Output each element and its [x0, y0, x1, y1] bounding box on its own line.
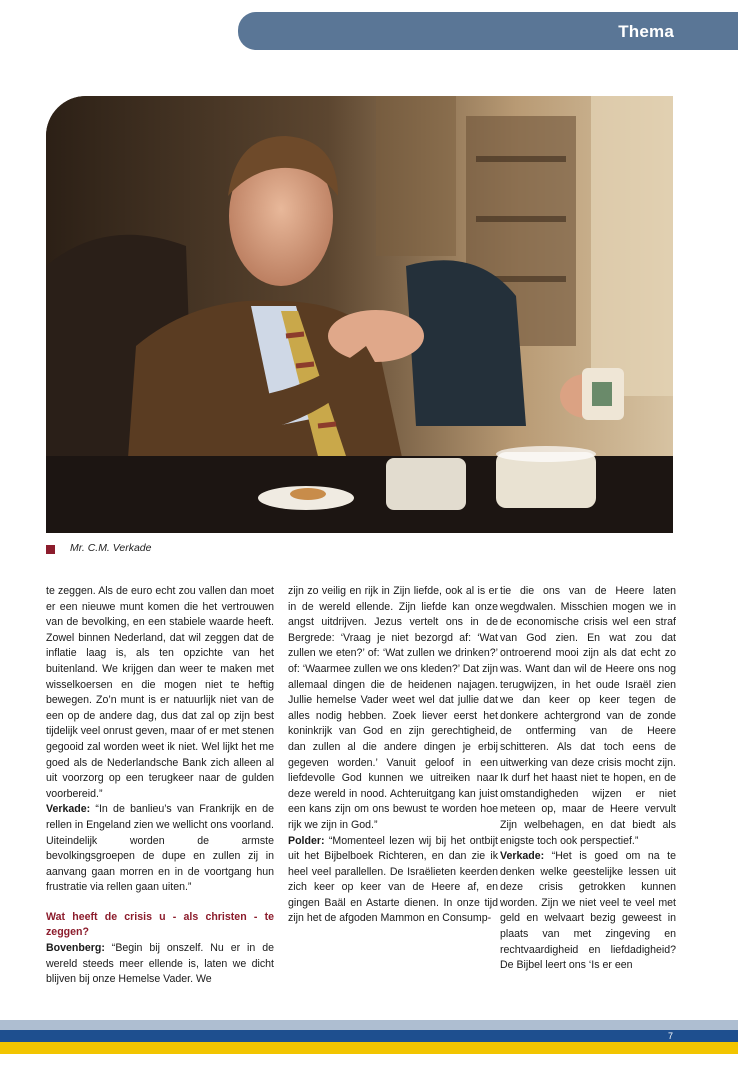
speaker-name: Verkade:	[46, 803, 91, 816]
paragraph	[500, 849, 676, 974]
question-heading: Wat heeft de crisis u - als christen - te zeggen?	[46, 910, 274, 939]
caption-marker	[46, 545, 55, 554]
page-number: 7	[668, 1031, 674, 1041]
header-tab	[238, 12, 738, 50]
article-column-2	[288, 584, 498, 927]
photo-caption: Mr. C.M. Verkade	[70, 542, 152, 554]
paragraph	[46, 802, 274, 896]
portrait-photo	[46, 96, 673, 533]
section-label: Thema	[618, 22, 674, 41]
speaker-text: “In de banlieu’s van Frankrijk en de rellen in Engeland zien we wellicht ons voorland. Uiteindelijk worden de armste bevolkingsgroepen de dupe en zullen zij in aanvang gaan morren en in de voortgang hun frustratie via rellen gaan uiten.”	[46, 803, 274, 894]
paragraph	[46, 941, 274, 988]
paragraph	[288, 834, 498, 928]
speaker-name: Verkade:	[500, 850, 545, 863]
footer-stripe-yellow	[0, 1042, 738, 1054]
speaker-name: Bovenberg:	[46, 942, 105, 955]
speaker-text: “Momenteel lezen wij bij het ontbijt uit het Bijbelboek Richteren, en dan zie ik heel veel parallellen. De Israëlieten keerden zich keer op keer van de Heere af, en gingen Baäl en Astarte dienen. In onze tijd zijn het de afgoden Mammon en Consump-	[288, 834, 498, 925]
speaker-text: “Begin bij onszelf. Nu er in de wereld steeds meer ellende is, laten we dicht blijven bij onze Hemelse Vader. We	[46, 942, 274, 986]
paragraph: te zeggen. Als de euro echt zou vallen dan moet er een nieuwe munt komen die het vertrouwen van de bevolking, en een stabiele waarde heeft. Zowel binnen Nederland, dat wil zeggen dat de inflatie laag is, als ten opzichte van het buitenland. We krijgen dan weer te maken met wisselkoersen en die mogen niet te heftig bewegen. Zo’n munt is er natuurlijk niet van de een op de andere dag, dus dat zal op zijn best tijdelijk veel onrust geven, maar of er met stenen gegooid zal worden weet ik niet. Wel lijkt het me goed als de Nederlandsche Bank zich alleen al uit voorzorg op een terugkeer naar de gulden voorbereid.”	[46, 585, 274, 800]
article-column-3	[500, 584, 676, 974]
footer-stripe-blue	[0, 1030, 738, 1042]
article-column-1	[46, 584, 274, 988]
paragraph: zijn zo veilig en rijk in Zijn liefde, ook al is er in de wereld ellende. Zijn liefde kan onze angst uitdrijven. Jezus vertelt ons in de Bergrede: ‘Vraag je niet bezorgd af: ‘Wat zullen we eten?’ of: ‘Wat zullen we drinken?’ of: ‘Waarmee zullen we ons kleden?’ Dat zijn allemaal dingen die de heidenen najagen. Jullie hemelse Vader weet wel dat jullie dat alles nodig hebben. Zoek liever eerst het koninkrijk van God en zijn gerechtigheid, dan zullen al die andere dingen je erbij gegeven worden.’ Vanuit geloof in een liefdevolle God kunnen we uitreiken naar deze wereld in nood. Achteruitgang kan juist een kans zijn om ons bewust te worden hoe rijk we zijn in God.”	[288, 585, 499, 831]
speaker-name: Polder:	[288, 834, 325, 847]
paragraph: tie die ons van de Heere laten wegdwalen. Misschien mogen we in de economische crisis wel een straf van God zien. En wat zou dat ontroerend mooi zijn als dat echt zo was. Want dan wil de Heere ons nog terugwijzen, in het oude Israël zien we dan keer op keer tegen de donkere achtergrond van de zonde de ontferming van de Heere schitteren. Als dat toch eens de uitwerking van deze crisis mocht zijn. Ik durf het haast niet te hopen, en de omstandigheden wijzen er niet meteen op, maar de Heere vervult Zijn welbehagen, en dat biedt als enigste toch ook perspectief.”	[500, 585, 676, 847]
speaker-text: “Het is goed om na te denken welke geestelijke lessen uit deze crisis getrokken kunnen worden. Zijn we niet veel te veel met geld en welvaart bezig geweest in plaats van met zingeving en rechtvaardigheid en liefdadigheid? De Bijbel leert ons ‘Is er een	[500, 850, 676, 972]
footer-stripe-light	[0, 1020, 738, 1030]
